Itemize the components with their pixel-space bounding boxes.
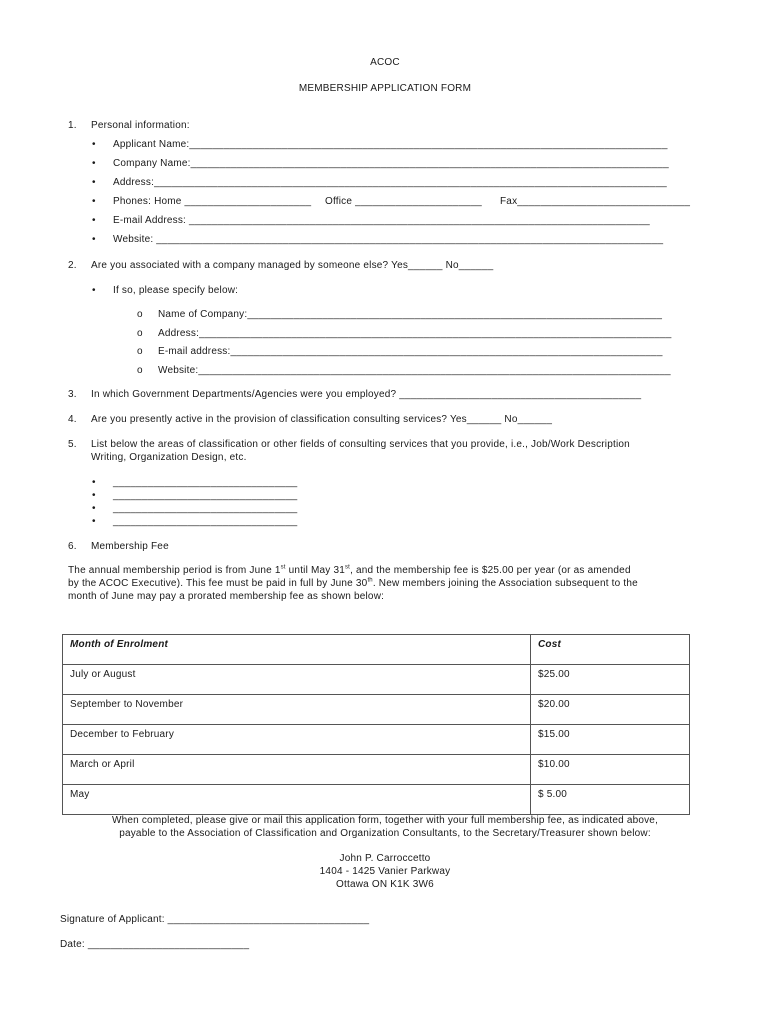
associated-company-question[interactable]: Are you associated with a company managed by someone else? Yes______ No______ <box>91 260 494 271</box>
section-1-heading: Personal information: <box>91 120 190 131</box>
bullet-icon: • <box>92 285 96 296</box>
company-name-field[interactable]: Company Name:___________________________________________________________________________________ <box>113 158 669 169</box>
other-company-address-field[interactable]: Address:__________________________________________________________________________________ <box>158 328 672 339</box>
date-field[interactable]: Date: ____________________________ <box>60 939 250 950</box>
month-cell: March or April <box>63 755 531 785</box>
month-cell: July or August <box>63 665 531 695</box>
bullet-icon: • <box>92 177 96 188</box>
circle-bullet-icon: o <box>137 365 143 376</box>
month-column-header: Month of Enrolment <box>63 635 531 665</box>
other-company-website-field[interactable]: Website:__________________________________________________________________________________ <box>158 365 671 376</box>
bullet-icon: • <box>92 490 96 501</box>
circle-bullet-icon: o <box>137 346 143 357</box>
consulting-areas-question-line2: Writing, Organization Design, etc. <box>91 452 247 463</box>
website-field[interactable]: Website: ________________________________________________________________________________________ <box>113 234 664 245</box>
form-title: MEMBERSHIP APPLICATION FORM <box>298 83 472 94</box>
bullet-icon: • <box>92 196 96 207</box>
other-company-email-field[interactable]: E-mail address:___________________________________________________________________________ <box>158 346 663 357</box>
specify-below-label: If so, please specify below: <box>113 285 239 296</box>
consulting-area-blank[interactable]: ________________________________ <box>113 477 298 488</box>
consulting-area-blank[interactable]: ________________________________ <box>113 503 298 514</box>
fee-paragraph-line2: by the ACOC Executive). This fee must be paid in full by June 30th. New members joining the Association subsequent to the <box>68 577 638 589</box>
circle-bullet-icon: o <box>137 328 143 339</box>
instructions-line1: When completed, please give or mail this application form, together with your full membership fee, as indicated above, <box>111 815 659 826</box>
table-row <box>63 755 690 785</box>
cost-cell: $20.00 <box>531 695 690 725</box>
bullet-icon: • <box>92 215 96 226</box>
org-title: ACOC <box>370 57 400 68</box>
month-cell: December to February <box>63 725 531 755</box>
bullet-icon: • <box>92 503 96 514</box>
address-field[interactable]: Address:_________________________________________________________________________________________ <box>113 177 667 188</box>
section-5-number: 5. <box>68 439 77 450</box>
contact-city: Ottawa ON K1K 3W6 <box>336 879 434 890</box>
section-2-number: 2. <box>68 260 77 271</box>
government-departments-question[interactable]: In which Government Departments/Agencies were you employed? __________________________________________ <box>91 389 642 400</box>
contact-street: 1404 - 1425 Vanier Parkway <box>319 866 451 877</box>
bullet-icon: • <box>92 234 96 245</box>
table-row <box>63 785 690 815</box>
month-cell: May <box>63 785 531 815</box>
cost-cell: $15.00 <box>531 725 690 755</box>
consulting-area-blank[interactable]: ________________________________ <box>113 490 298 501</box>
cost-column-header: Cost <box>531 635 690 665</box>
bullet-icon: • <box>92 477 96 488</box>
section-6-number: 6. <box>68 541 77 552</box>
section-3-number: 3. <box>68 389 77 400</box>
section-4-number: 4. <box>68 414 77 425</box>
instructions-line2: payable to the Association of Classification and Organization Consultants, to the Secretary/Treasurer shown below: <box>119 828 651 839</box>
email-field[interactable]: E-mail Address: ________________________________________________________________________________ <box>113 215 650 226</box>
phone-home-field[interactable]: Phones: Home ______________________ <box>113 196 312 207</box>
fee-paragraph-line3: month of June may pay a prorated membership fee as shown below: <box>68 591 385 602</box>
cost-cell: $25.00 <box>531 665 690 695</box>
contact-name: John P. Carroccetto <box>339 853 431 864</box>
table-row <box>63 665 690 695</box>
section-1-number: 1. <box>68 120 77 131</box>
other-company-name-field[interactable]: Name of Company:________________________________________________________________________ <box>158 309 663 320</box>
applicant-name-field[interactable]: Applicant Name:___________________________________________________________________________________ <box>113 139 668 150</box>
consulting-areas-question-line1: List below the areas of classification or other fields of consulting services that you provide, i.e., Job/Work Description <box>91 439 630 450</box>
bullet-icon: • <box>92 516 96 527</box>
table-row <box>63 725 690 755</box>
section-6-heading: Membership Fee <box>91 541 169 552</box>
consulting-area-blank[interactable]: ________________________________ <box>113 516 298 527</box>
circle-bullet-icon: o <box>137 309 143 320</box>
fax-field[interactable]: Fax______________________________ <box>500 196 691 207</box>
signature-field[interactable]: Signature of Applicant: ___________________________________ <box>60 914 370 925</box>
fee-paragraph-line1: The annual membership period is from June 1st until May 31st, and the membership fee is $25.00 per year (or as amended <box>68 564 631 576</box>
phone-office-field[interactable]: Office ______________________ <box>325 196 482 207</box>
table-header-row <box>63 635 690 665</box>
bullet-icon: • <box>92 139 96 150</box>
bullet-icon: • <box>92 158 96 169</box>
consulting-active-question[interactable]: Are you presently active in the provision of classification consulting services? Yes______ No______ <box>91 414 553 425</box>
cost-cell: $10.00 <box>531 755 690 785</box>
table-row <box>63 695 690 725</box>
month-cell: September to November <box>63 695 531 725</box>
fee-table <box>62 634 690 815</box>
cost-cell: $ 5.00 <box>531 785 690 815</box>
